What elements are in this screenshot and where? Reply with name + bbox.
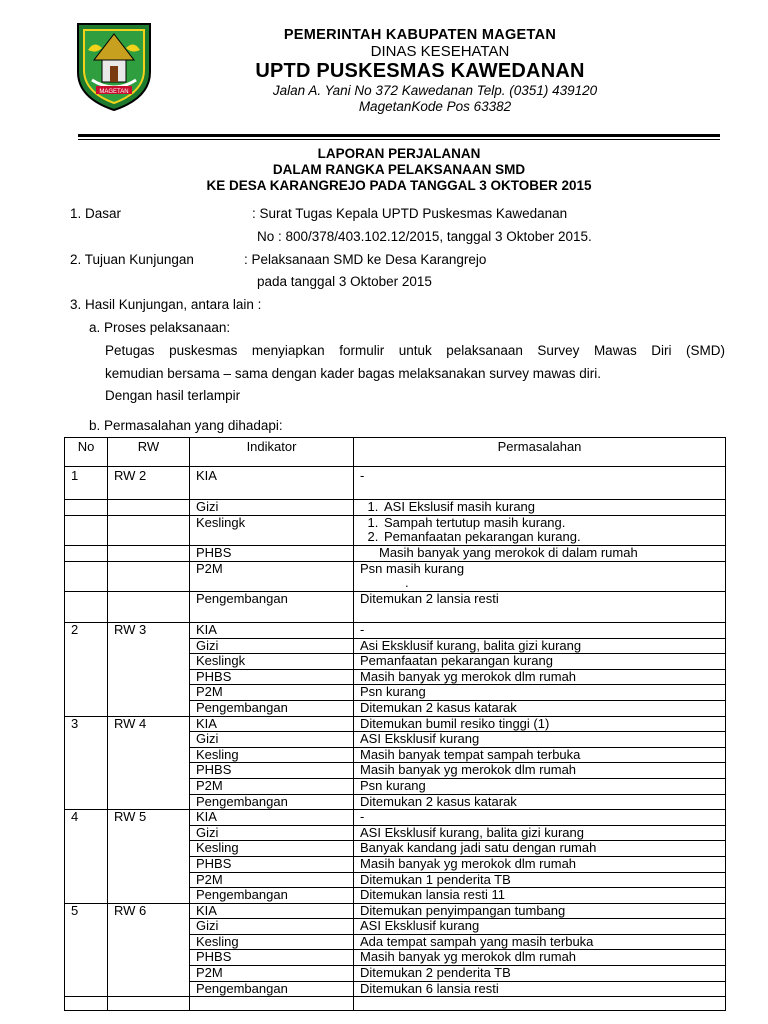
header-postal: MagetanKode Pos 63382 — [358, 99, 512, 114]
table-row: P2M Ditemukan 1 penderita TB — [65, 872, 726, 888]
proses-paragraph-line3: Dengan hasil terlampir — [105, 388, 241, 403]
tujuan-value: : Pelaksanaan SMD ke Desa Karangrejo — [244, 252, 487, 267]
table-row: Keslingk 1. Sampah tertutup masih kurang. 2. Pemanfaatan pekarangan kurang. — [65, 516, 726, 546]
table-row-empty — [65, 997, 726, 1011]
table-row: Kesling Masih banyak tempat sampah terbuka — [65, 747, 726, 763]
list-item: 2. Pemanfaatan pekarangan kurang. — [382, 530, 725, 544]
proses-paragraph-line2: kemudian bersama – sama dengan kader bagas melaksanakan survey mawas diri. — [105, 366, 602, 381]
col-header-rw: RW — [108, 438, 190, 467]
permasalahan-label: b. Permasalahan yang dihadapi: — [89, 418, 283, 433]
table-row: Pengembangan Ditemukan lansia resti 11 — [65, 888, 726, 904]
header-government: PEMERINTAH KABUPATEN MAGETAN — [283, 27, 557, 43]
list-item: 1. ASI Ekslusif masih kurang — [382, 500, 725, 514]
proses-paragraph-line1: Petugas puskesmas menyiapkan formulir untuk pelaksanaan Survey Mawas Diri (SMD) — [105, 343, 725, 358]
permasalahan-table — [64, 437, 726, 1011]
table-row: Gizi Asi Eksklusif kurang, balita gizi kurang — [65, 638, 726, 654]
dasar-label: 1. Dasar — [70, 206, 122, 221]
svg-text:MAGETAN: MAGETAN — [99, 89, 129, 95]
table-header-row — [65, 438, 726, 467]
table-row: 5 RW 6 KIA Ditemukan penyimpangan tumbang — [65, 903, 726, 919]
table-row: PHBS Masih banyak yg merokok dlm rumah — [65, 669, 726, 685]
header-address: Jalan A. Yani No 372 Kawedanan Telp. (0351) 439120 — [272, 83, 598, 98]
dasar-value: : Surat Tugas Kepala UPTD Puskesmas Kawedanan — [252, 206, 568, 221]
header-divider-thick — [78, 134, 720, 137]
table-row: P2M Psn kurang — [65, 778, 726, 794]
col-header-permasalahan: Permasalahan — [354, 438, 726, 467]
table-row: PHBS Masih banyak yg merokok dlm rumah — [65, 950, 726, 966]
table-row: Kesling Ada tempat sampah yang masih terbuka — [65, 934, 726, 950]
proses-label: a. Proses pelaksanaan: — [89, 320, 231, 335]
table-row: P2M Ditemukan 2 penderita TB — [65, 966, 726, 982]
table-row: Gizi ASI Eksklusif kurang — [65, 732, 726, 748]
table-row: Gizi 1. ASI Ekslusif masih kurang — [65, 500, 726, 516]
table-row: Keslingk Pemanfaatan pekarangan kurang — [65, 654, 726, 670]
report-title: LAPORAN PERJALANAN — [317, 146, 481, 161]
table-row: 2 RW 3 KIA - — [65, 623, 726, 639]
table-row: Gizi ASI Eksklusif kurang — [65, 919, 726, 935]
magetan-regency-logo — [72, 20, 156, 112]
hasil-label: 3. Hasil Kunjungan, antara lain : — [70, 297, 262, 312]
header-department: DINAS KESEHATAN — [370, 43, 510, 60]
table-row: Kesling Banyak kandang jadi satu dengan rumah — [65, 841, 726, 857]
table-row: PHBS Masih banyak yg merokok dlm rumah — [65, 763, 726, 779]
report-subtitle: DALAM RANGKA PELAKSANAAN SMD — [272, 162, 526, 177]
table-row: Pengembangan Ditemukan 2 kasus katarak — [65, 794, 726, 810]
report-subtitle-location: KE DESA KARANGREJO PADA TANGGAL 3 OKTOBER 2015 — [206, 178, 592, 193]
table-row: Pengembangan Ditemukan 2 lansia resti — [65, 592, 726, 623]
header-divider-thin — [78, 139, 720, 140]
table-row: PHBS Masih banyak yg merokok dlm rumah — [65, 856, 726, 872]
table-row: 3 RW 4 KIA Ditemukan bumil resiko tinggi (1) — [65, 716, 726, 732]
table-row: Pengembangan Ditemukan 6 lansia resti — [65, 981, 726, 997]
table-row: P2M Psn kurang — [65, 685, 726, 701]
table-row: Gizi ASI Eksklusif kurang, balita gizi kurang — [65, 825, 726, 841]
col-header-no: No — [65, 438, 108, 467]
col-header-indikator: Indikator — [190, 438, 354, 467]
list-item: 1. Sampah tertutup masih kurang. — [382, 516, 725, 530]
table-row: 4 RW 5 KIA - — [65, 810, 726, 826]
tujuan-label: 2. Tujuan Kunjungan — [70, 252, 194, 267]
header-institution: UPTD PUSKESMAS KAWEDANAN — [255, 60, 585, 82]
table-row: Pengembangan Ditemukan 2 kasus katarak — [65, 700, 726, 716]
table-row: 1 RW 2 KIA - — [65, 467, 726, 500]
table-row: PHBS Masih banyak yang merokok di dalam rumah — [65, 546, 726, 562]
dasar-value-number: No : 800/378/403.102.12/2015, tanggal 3 Oktober 2015. — [257, 229, 592, 244]
table-row: P2M Psn masih kurang . — [65, 562, 726, 592]
tujuan-date: pada tanggal 3 Oktober 2015 — [257, 274, 432, 289]
